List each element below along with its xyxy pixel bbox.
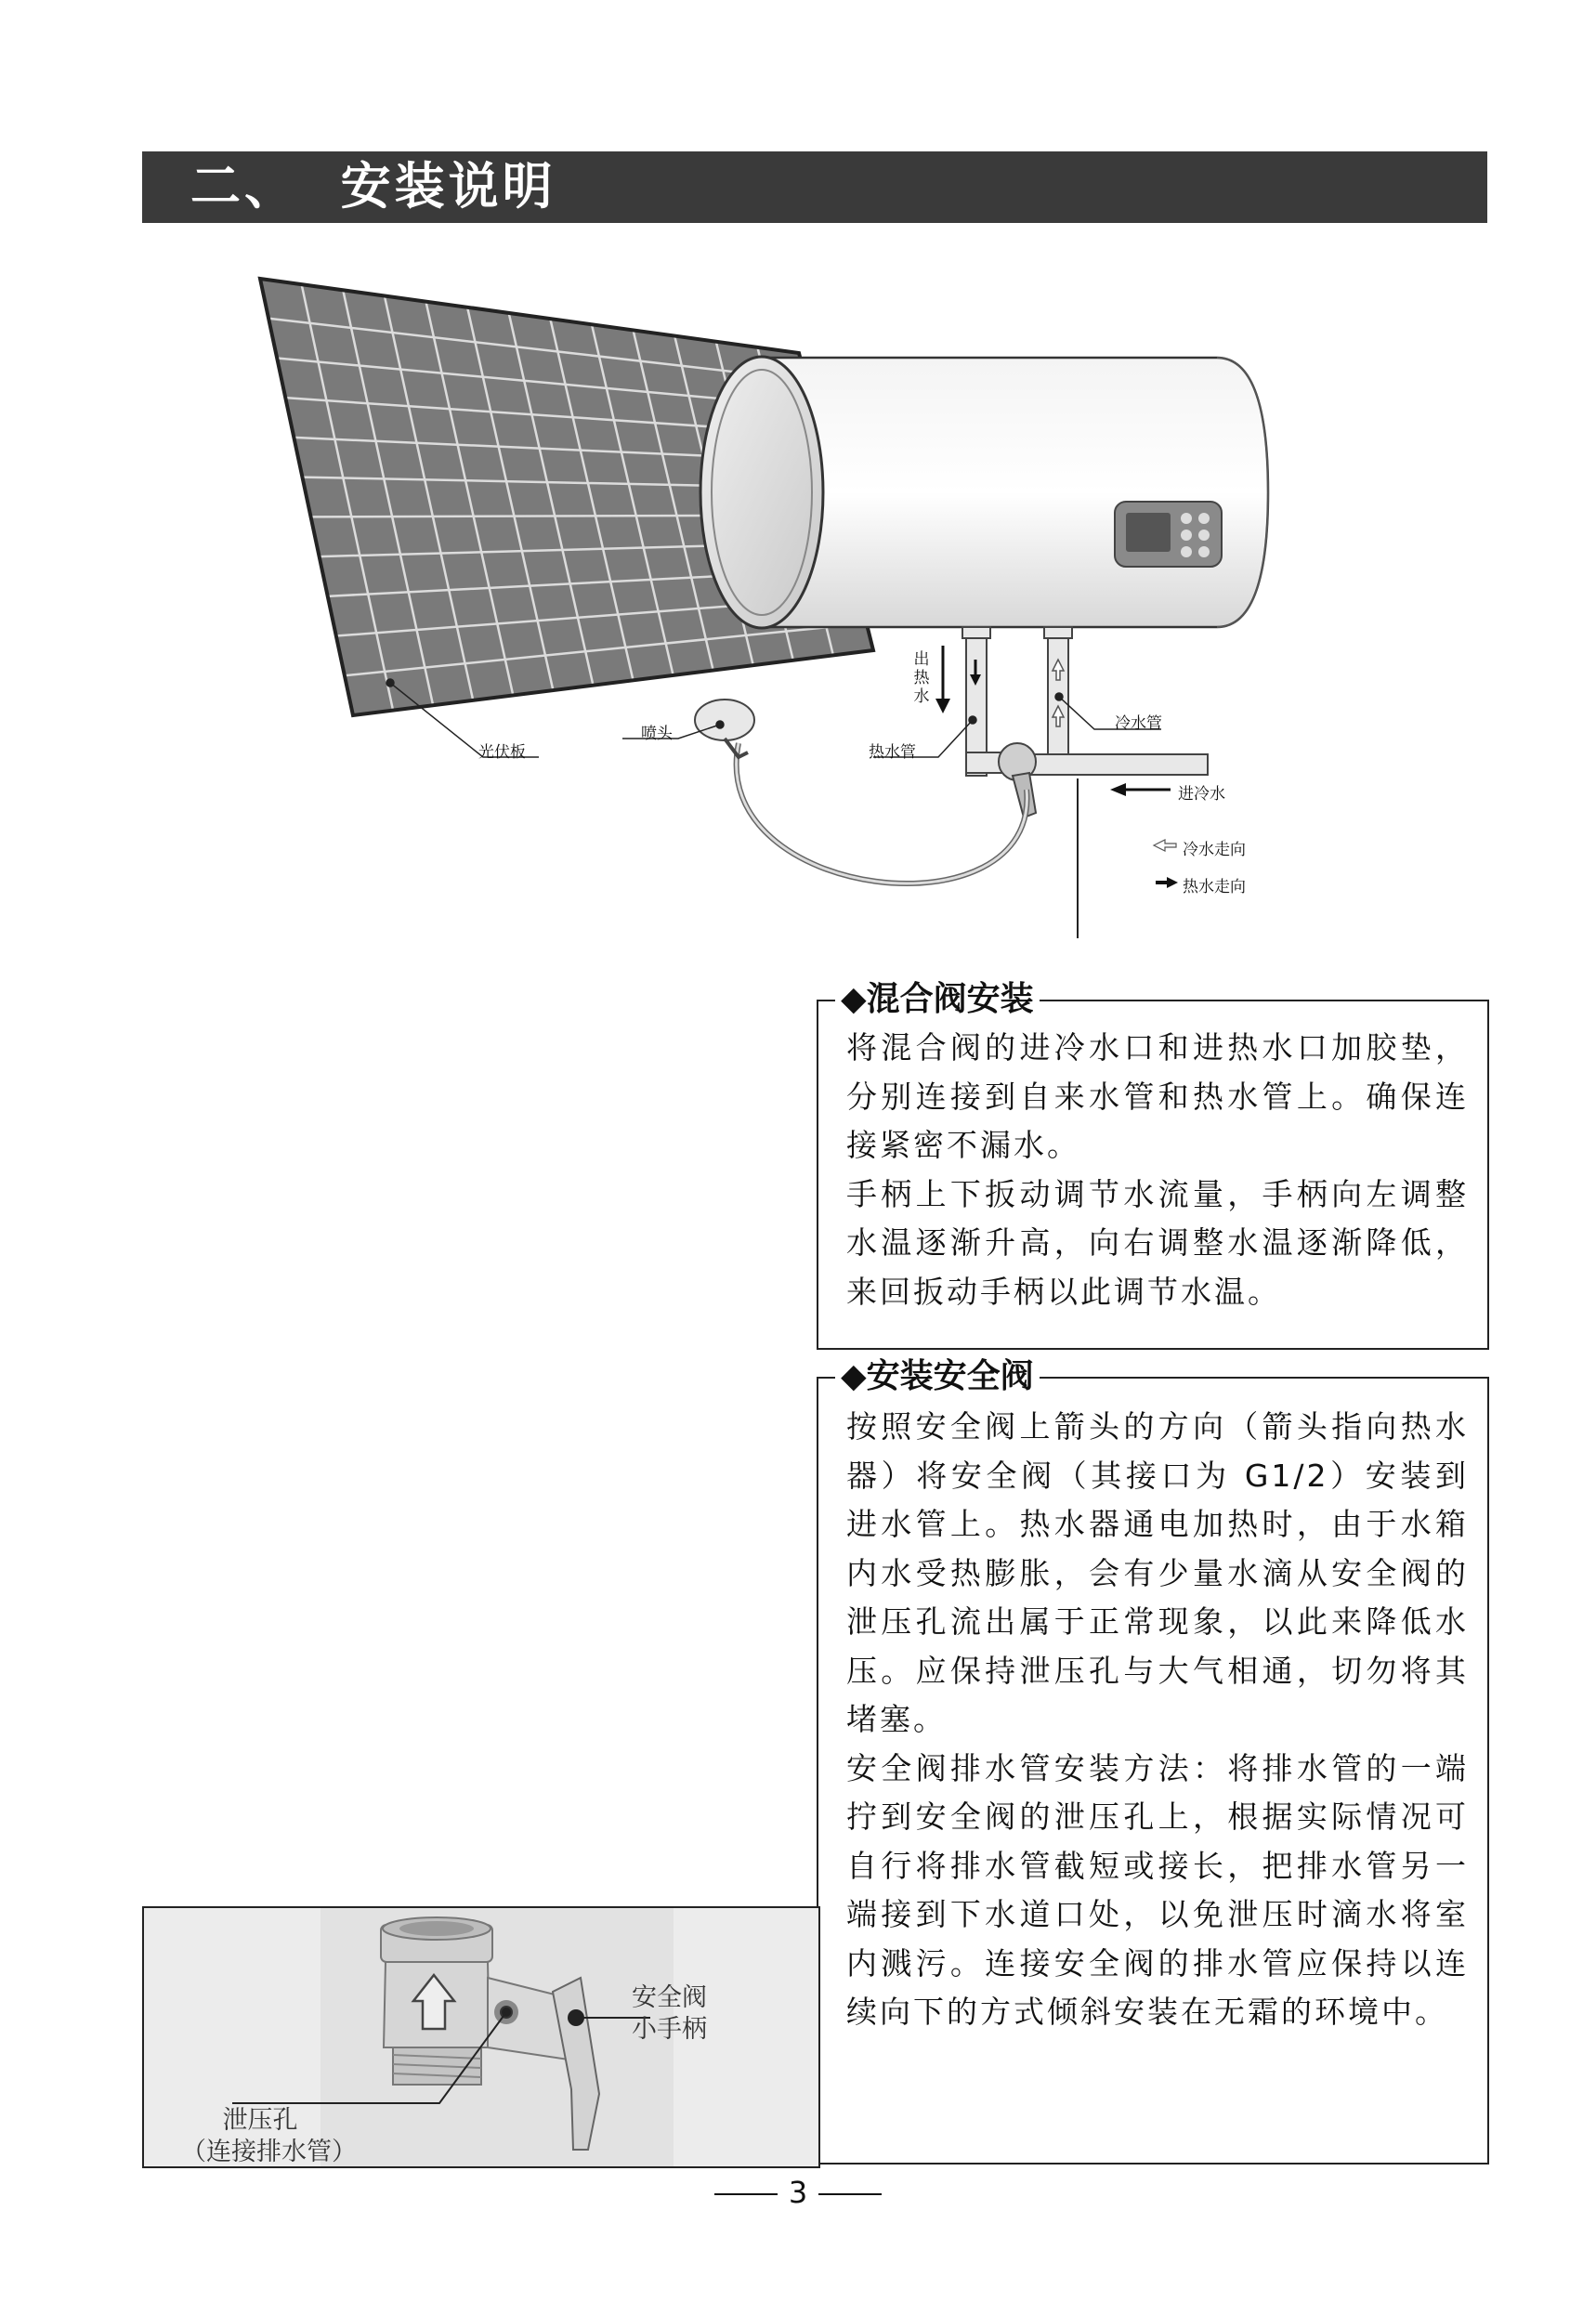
safety-valve-heading: ◆安装安全阀 (835, 1354, 1040, 1399)
label-cold-pipe: 冷水管 (1115, 714, 1162, 733)
mixing-valve-body (846, 1024, 1469, 1316)
safety-valve-para-2: 安全阀排水管安装方法：将排水管的一端拧到安全阀的泄压孔上，根据实际情况可自行将排水管截短或接长，把排水管另一端接到下水道口处，以免泄压时滴水将室内溅污。连接安全阀的排水管应保持以连续向下的方式倾斜安装在无霜的环境中。 (846, 1749, 1469, 2030)
mixing-valve-heading: ◆混合阀安装 (835, 977, 1040, 1022)
section-title-bar (142, 151, 1487, 223)
safety-valve-para-1: 按照安全阀上箭头的方向（箭头指向热水器）将安全阀（其接口为 G1/2）安装到进水管上。热水器通电加热时，由于水箱内水受热膨胀，会有少量水滴从安全阀的泄压孔流出属于正常现象，以此来降低水压。应保持泄压孔与大气相通，切勿将其堵塞。 (846, 1408, 1469, 1737)
installation-diagram (242, 269, 1319, 957)
pipes (962, 627, 1208, 938)
legend-cold-flow: 冷水走向 (1183, 841, 1246, 859)
label-hot-out: 出热水 (913, 650, 930, 706)
section-title: 二、 安装说明 (190, 157, 556, 216)
page-number: 3 (0, 2174, 1596, 2211)
mixing-valve-box (817, 980, 1489, 1350)
legend-hot-arrow (1156, 877, 1178, 888)
mixing-valve-para-1: 将混合阀的进冷水口和进热水口加胶垫，分别连接到自来水管和热水管上。确保连接紧密不漏水。 (846, 1029, 1469, 1163)
label-pv-panel: 光伏板 (478, 743, 526, 762)
legend-cold-arrow (1154, 840, 1176, 851)
cold-inlet-arrow (1110, 783, 1171, 796)
water-heater-tank (700, 357, 1268, 628)
photo-label-handle: 安全阀 小手柄 (632, 1983, 707, 2044)
safety-valve-box (817, 1357, 1489, 2165)
label-hot-pipe: 热水管 (869, 743, 916, 762)
label-shower-head: 喷头 (641, 725, 673, 743)
safety-valve-body (846, 1403, 1469, 2037)
mixing-valve-para-2: 手柄上下扳动调节水流量，手柄向左调整水温逐渐升高，向右调整水温逐渐降低，来回扳动手柄以此调节水温。 (846, 1175, 1469, 1310)
legend-hot-flow: 热水走向 (1183, 878, 1246, 896)
label-cold-in: 进冷水 (1178, 785, 1225, 804)
diagram-svg (242, 269, 1319, 957)
safety-valve-photo-panel (142, 1906, 820, 2168)
control-panel (1115, 502, 1222, 567)
photo-label-relief-hole: 泄压孔 （连接排水管） (181, 2106, 357, 2166)
